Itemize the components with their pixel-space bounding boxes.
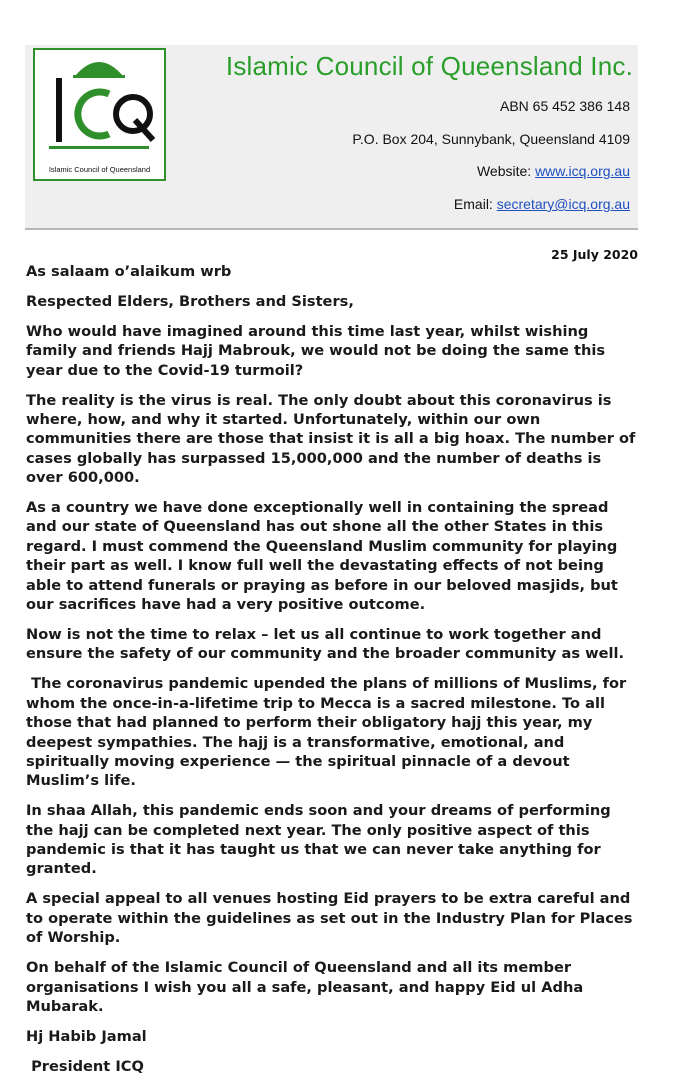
paragraph: The coronavirus pandemic upended the plans of millions of Muslims, for whom the once-in-a-lifetime trip to Mecca is a sacred milestone. To all those that had planned to perform their obligatory hajj this year, my deepest sympathies. The hajj is a transformative, emotional, and spiritually moving experience — the spiritual pinnacle of a devout Muslim’s life. bbox=[26, 675, 632, 790]
organisation-name: Islamic Council of Queensland Inc. bbox=[225, 51, 633, 81]
salutation: Respected Elders, Brothers and Sisters, bbox=[26, 292, 354, 310]
letter-body bbox=[26, 262, 642, 1087]
email-label: Email: bbox=[453, 196, 497, 212]
greeting: As salaam o’alaikum wrb bbox=[26, 263, 232, 280]
abn-line: ABN 65 452 386 148 bbox=[500, 98, 630, 114]
logo-caption: Islamic Council of Queensland bbox=[48, 165, 151, 174]
website-label: Website: bbox=[476, 163, 536, 179]
website-link[interactable]: www.icq.org.au bbox=[535, 163, 630, 179]
address-line: P.O. Box 204, Sunnybank, Queensland 4109 bbox=[352, 131, 630, 147]
letterhead bbox=[25, 45, 638, 230]
signatory-title: President ICQ bbox=[26, 1057, 144, 1075]
paragraph: Who would have imagined around this time last year, whilst wishing family and friends Hajj Mabrouk, we would not be doing the same this year due to the Covid-19 turmoil? bbox=[26, 322, 606, 379]
mosque-dome-icon bbox=[35, 50, 164, 179]
letter-date: 25 July 2020 bbox=[551, 247, 638, 262]
email-line bbox=[454, 196, 630, 212]
paragraph: On behalf of the Islamic Council of Queensland and all its member organisations I wish you all a safe, pleasant, and happy Eid ul Adha Mubarak. bbox=[26, 959, 584, 1015]
signatory-name: Hj Habib Jamal bbox=[26, 1027, 147, 1045]
paragraph: As a country we have done exceptionally well in containing the spread and our state of Queensland has out shone all the other States in this regard. I must commend the Queensland Muslim community for playing their part as well. I know full well the devastating effects of not being able to attend funerals or praying as before in our beloved masjids, but our sacrifices have had a very positive outcome. bbox=[26, 499, 618, 614]
website-line bbox=[477, 163, 630, 179]
paragraph: Now is not the time to relax – let us all continue to work together and ensure the safety of our community and the broader community as well. bbox=[26, 626, 625, 663]
paragraph: The reality is the virus is real. The only doubt about this coronavirus is where, how, and why it started. Unfortunately, within our own communities there are those that insist it is all a big hoax. The number of cases globally has surpassed 15,000,000 and the number of deaths is over 600,000. bbox=[26, 391, 636, 487]
paragraph: In shaa Allah, this pandemic ends soon and your dreams of performing the hajj can be completed next year. The only positive aspect of this pandemic is that it has taught us that we can never take anything for granted. bbox=[26, 802, 611, 878]
email-link[interactable]: secretary@icq.org.au bbox=[496, 196, 630, 212]
icq-logo bbox=[33, 48, 166, 181]
paragraph: A special appeal to all venues hosting Eid prayers to be extra careful and to operate within the guidelines as set out in the Industry Plan for Places of Worship. bbox=[26, 890, 633, 947]
